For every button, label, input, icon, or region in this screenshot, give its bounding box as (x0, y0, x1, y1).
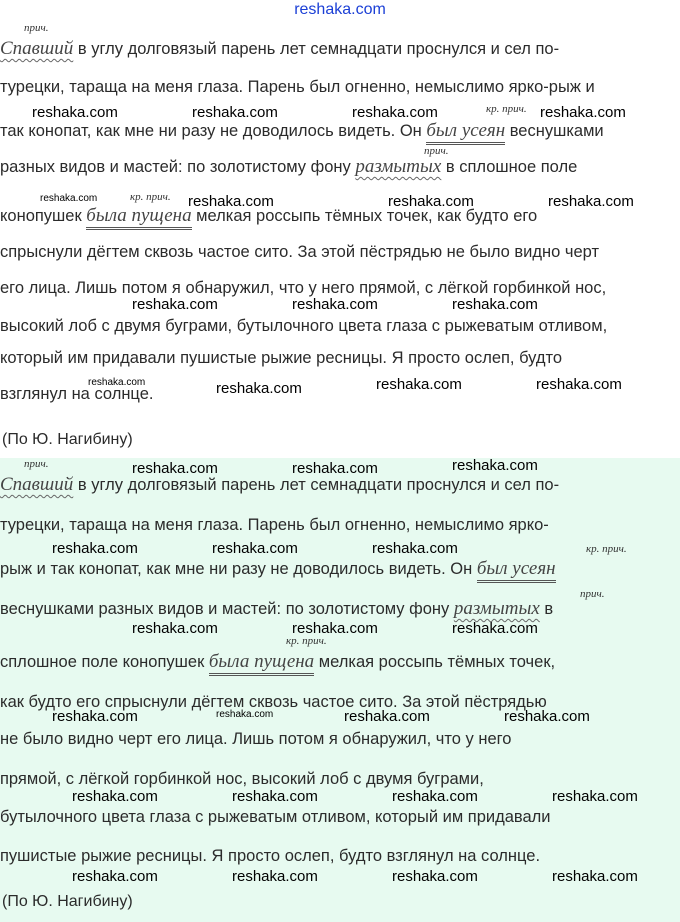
text-line: Спавший в углу долговязый парень лет семнадцати проснулся и сел по- (0, 38, 560, 59)
watermark: reshaka.com (88, 377, 146, 388)
word-spavshiy: Спавший (0, 474, 74, 495)
watermark: reshaka.com (216, 380, 302, 397)
watermark: reshaka.com (452, 620, 538, 637)
watermark: reshaka.com (504, 708, 590, 725)
watermark: reshaka.com (232, 788, 318, 805)
text-line: прямой, с лёгкой горбинкой нос, высокий лоб с двумя буграми, (0, 770, 484, 788)
word-byl-useyan: был усеян (426, 120, 505, 145)
watermark: reshaka.com (552, 868, 638, 885)
annotation-kr-prich: кр. прич. (286, 635, 327, 647)
text-line: пушистые рыжие ресницы. Я просто ослеп, будто взглянул на солнце. (0, 847, 541, 865)
text-line: бутылочного цвета глаза с рыжеватым отливом, который им придавали (0, 808, 551, 826)
text-line: конопушек была пущена мелкая россыпь тёмных точек, как будто его (0, 205, 537, 230)
text-line: не было видно черт его лица. Лишь потом я обнаружил, что у него (0, 730, 512, 748)
watermark: reshaka.com (40, 193, 98, 204)
watermark: reshaka.com (216, 709, 274, 720)
text-line: Спавший в углу долговязый парень лет семнадцати проснулся и сел по- (0, 474, 560, 495)
watermark: reshaka.com (132, 620, 218, 637)
annotation-prich: прич. (24, 22, 49, 34)
watermark: reshaka.com (548, 193, 634, 210)
watermark: reshaka.com (132, 296, 218, 313)
text-line: турецки, тараща на меня глаза. Парень был огненно, немыслимо ярко-рыж и (0, 78, 595, 96)
watermark: reshaka.com (344, 708, 430, 725)
text-line: разных видов и мастей: по золотистому фону размытых в сплошное поле (0, 156, 578, 177)
word-byla-pushchena: была пущена (86, 205, 191, 230)
source-attribution: (По Ю. Нагибину) (2, 431, 133, 448)
word-byla-pushchena: была пущена (209, 651, 314, 676)
text-line: его лица. Лишь потом я обнаружил, что у него прямой, с лёгкой горбинкой нос, (0, 279, 607, 297)
watermark: reshaka.com (292, 620, 378, 637)
watermark: reshaka.com (232, 868, 318, 885)
text-line: взглянул на солнце. (0, 385, 154, 403)
text-line: высокий лоб с двумя буграми, бутылочного цвета глаза с рыжеватым отливом, (0, 317, 608, 335)
watermark: reshaka.com (372, 540, 458, 557)
watermark: reshaka.com (392, 788, 478, 805)
watermark: reshaka.com (132, 460, 218, 477)
text-line: рыж и так конопат, как мне ни разу не доводилось видеть. Он был усеян (0, 558, 556, 583)
annotation-prich: прич. (424, 145, 449, 157)
watermark: reshaka.com (392, 868, 478, 885)
watermark: reshaka.com (452, 296, 538, 313)
annotation-kr-prich: кр. прич. (130, 191, 171, 203)
site-title[interactable]: reshaka.com (294, 1, 386, 18)
text-line: так конопат, как мне ни разу не доводилось видеть. Он был усеян веснушками (0, 120, 604, 145)
watermark: reshaka.com (388, 193, 474, 210)
text-line: спрыснули дёгтем сквозь частое сито. За этой пёстрядью не было видно черт (0, 243, 600, 261)
watermark: reshaka.com (192, 104, 278, 121)
source-attribution: (По Ю. Нагибину) (2, 893, 133, 910)
watermark: reshaka.com (376, 376, 462, 393)
word-byl-useyan: был усеян (477, 558, 556, 583)
text-line: турецки, тараща на меня глаза. Парень был огненно, немыслимо ярко- (0, 516, 549, 534)
watermark: reshaka.com (52, 540, 138, 557)
annotation-kr-prich: кр. прич. (486, 103, 527, 115)
text-line: сплошное поле конопушек была пущена мелкая россыпь тёмных точек, (0, 651, 555, 676)
watermark: reshaka.com (540, 104, 626, 121)
watermark: reshaka.com (52, 708, 138, 725)
annotation-prich: прич. (580, 588, 605, 600)
annotation-kr-prich: кр. прич. (586, 543, 627, 555)
watermark: reshaka.com (32, 104, 118, 121)
annotation-prich: прич. (24, 458, 49, 470)
watermark: reshaka.com (188, 193, 274, 210)
watermark: reshaka.com (292, 296, 378, 313)
watermark: reshaka.com (72, 788, 158, 805)
watermark: reshaka.com (72, 868, 158, 885)
watermark: reshaka.com (292, 460, 378, 477)
text-line: который им придавали пушистые рыжие ресницы. Я просто ослеп, будто (0, 349, 563, 367)
word-razmytykh: размытых (355, 156, 442, 177)
text-line: как будто его спрыснули дёгтем сквозь частое сито. За этой пёстрядью (0, 693, 547, 711)
watermark: reshaka.com (352, 104, 438, 121)
word-razmytykh: размытых (453, 598, 540, 619)
watermark: reshaka.com (552, 788, 638, 805)
watermark: reshaka.com (212, 540, 298, 557)
word-spavshiy: Спавший (0, 38, 74, 59)
watermark: reshaka.com (536, 376, 622, 393)
text-line: веснушками разных видов и мастей: по золотистому фону размытых в (0, 598, 554, 619)
watermark: reshaka.com (452, 457, 538, 474)
